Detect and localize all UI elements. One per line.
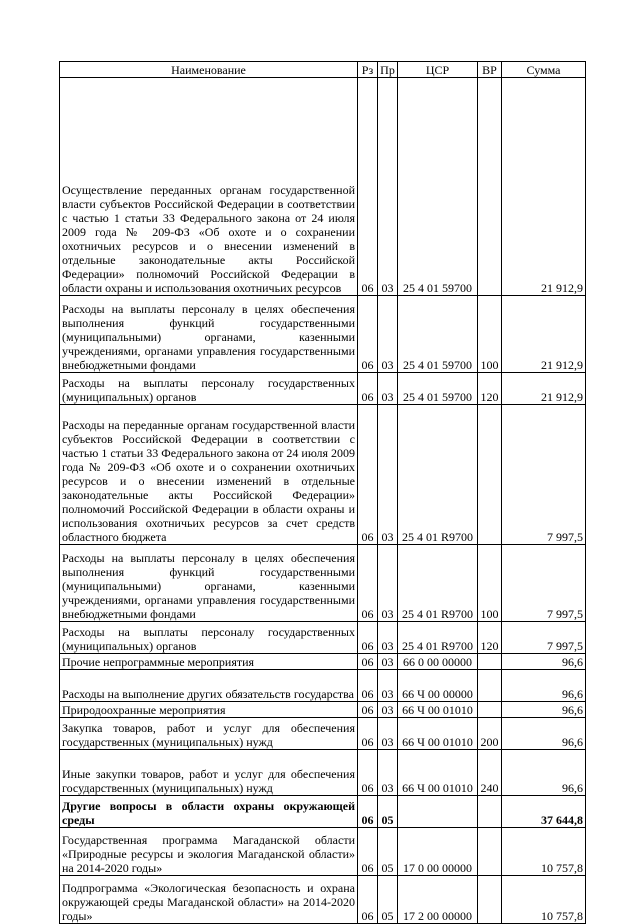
- table-row: [60, 828, 586, 876]
- cell-name: Расходы на выплаты персоналу в целях обеспечения выполнения функций государственными (муниципальными) органами, казенными учреждениями, органами управления государственными внебюджетными фондами: [60, 545, 358, 622]
- cell-pr: 03: [378, 545, 398, 622]
- table-header-row: [60, 62, 586, 78]
- cell-pr: 05: [378, 796, 398, 828]
- cell-rz: 06: [358, 718, 378, 750]
- cell-pr: 03: [378, 670, 398, 702]
- cell-rz: 06: [358, 702, 378, 718]
- table-row: [60, 78, 586, 296]
- cell-name: Прочие непрограммные мероприятия: [60, 654, 358, 670]
- budget-table: [59, 61, 586, 924]
- table-row: [60, 296, 586, 373]
- cell-rz: 06: [358, 654, 378, 670]
- cell-csr: 66 Ч 00 01010: [398, 702, 478, 718]
- table-row: [60, 750, 586, 796]
- table-row: [60, 670, 586, 702]
- cell-csr: 25 4 01 59700: [398, 78, 478, 296]
- cell-vr: [478, 702, 502, 718]
- cell-name: Государственная программа Магаданской области «Природные ресурсы и экология Магаданской области» на 2014-2020 годы»: [60, 828, 358, 876]
- table-row: [60, 796, 586, 828]
- table-row: [60, 405, 586, 545]
- table-row: [60, 373, 586, 405]
- cell-sum: 96,6: [502, 654, 586, 670]
- cell-pr: 03: [378, 654, 398, 670]
- cell-name: Иные закупки товаров, работ и услуг для обеспечения государственных (муниципальных) нужд: [60, 750, 358, 796]
- cell-pr: 03: [378, 373, 398, 405]
- cell-vr: 100: [478, 545, 502, 622]
- cell-rz: 06: [358, 296, 378, 373]
- cell-sum: 96,6: [502, 718, 586, 750]
- cell-vr: 120: [478, 622, 502, 654]
- cell-vr: [478, 78, 502, 296]
- cell-vr: [478, 796, 502, 828]
- cell-vr: [478, 876, 502, 924]
- cell-vr: [478, 828, 502, 876]
- cell-name: Закупка товаров, работ и услуг для обеспечения государственных (муниципальных) нужд: [60, 718, 358, 750]
- cell-sum: 10 757,8: [502, 876, 586, 924]
- cell-vr: 100: [478, 296, 502, 373]
- cell-pr: 05: [378, 876, 398, 924]
- cell-csr: 25 4 01 R9700: [398, 405, 478, 545]
- cell-name: Расходы на переданные органам государственной власти субъектов Российской Федерации в соответствии с частью 1 статьи 33 Федерального закона от 24 июля 2009 года № 209-ФЗ «Об охоте и о сохранении охотничьих ресурсов и о внесении изменений в отдельные законодательные акты Российской Федерации» полномочий Российской Федерации в области охраны и использования охотничьих ресурсов за счет средств областного бюджета: [60, 405, 358, 545]
- cell-csr: 66 0 00 00000: [398, 654, 478, 670]
- cell-sum: 21 912,9: [502, 296, 586, 373]
- header-csr: ЦСР: [398, 62, 478, 78]
- cell-sum: 96,6: [502, 750, 586, 796]
- cell-name: Подпрограмма «Экологическая безопасность и охрана окружающей среды Магаданской области» на 2014-2020 годы»: [60, 876, 358, 924]
- cell-vr: 200: [478, 718, 502, 750]
- cell-name: Осуществление переданных органам государственной власти субъектов Российской Федерации в соответствии с частью 1 статьи 33 Федерального закона от 24 июля 2009 года № 209-ФЗ «Об охоте и о сохранении охотничьих ресурсов и о внесении изменений в отдельные законодательные акты Российской Федерации» полномочий Российской Федерации в области охраны и использования охотничьих ресурсов: [60, 78, 358, 296]
- cell-sum: 37 644,8: [502, 796, 586, 828]
- cell-rz: 06: [358, 796, 378, 828]
- cell-name: Расходы на выполнение других обязательств государства: [60, 670, 358, 702]
- cell-sum: 7 997,5: [502, 405, 586, 545]
- cell-csr: 25 4 01 59700: [398, 296, 478, 373]
- cell-sum: 7 997,5: [502, 622, 586, 654]
- header-pr: Пр: [378, 62, 398, 78]
- header-sum: Сумма: [502, 62, 586, 78]
- cell-pr: 03: [378, 78, 398, 296]
- cell-csr: [398, 796, 478, 828]
- cell-sum: 96,6: [502, 702, 586, 718]
- cell-vr: [478, 654, 502, 670]
- cell-rz: 06: [358, 622, 378, 654]
- cell-vr: [478, 670, 502, 702]
- cell-rz: 06: [358, 828, 378, 876]
- cell-pr: 03: [378, 622, 398, 654]
- cell-csr: 25 4 01 R9700: [398, 622, 478, 654]
- cell-rz: 06: [358, 876, 378, 924]
- cell-sum: 21 912,9: [502, 373, 586, 405]
- table-row: [60, 876, 586, 924]
- cell-pr: 03: [378, 718, 398, 750]
- cell-name: Природоохранные мероприятия: [60, 702, 358, 718]
- table-row: [60, 654, 586, 670]
- cell-sum: 21 912,9: [502, 78, 586, 296]
- table-row: [60, 622, 586, 654]
- cell-pr: 03: [378, 405, 398, 545]
- cell-csr: 25 4 01 59700: [398, 373, 478, 405]
- header-vr: ВР: [478, 62, 502, 78]
- cell-sum: 96,6: [502, 670, 586, 702]
- cell-pr: 05: [378, 828, 398, 876]
- header-rz: Рз: [358, 62, 378, 78]
- table-row: [60, 545, 586, 622]
- cell-sum: 7 997,5: [502, 545, 586, 622]
- header-name: Наименование: [60, 62, 358, 78]
- cell-name: Расходы на выплаты персоналу государственных (муниципальных) органов: [60, 373, 358, 405]
- cell-rz: 06: [358, 750, 378, 796]
- cell-rz: 06: [358, 405, 378, 545]
- cell-name: Расходы на выплаты персоналу в целях обеспечения выполнения функций государственными (муниципальными) органами, казенными учреждениями, органами управления государственными внебюджетными фондами: [60, 296, 358, 373]
- cell-pr: 03: [378, 296, 398, 373]
- cell-csr: 17 2 00 00000: [398, 876, 478, 924]
- cell-pr: 03: [378, 750, 398, 796]
- cell-csr: 66 Ч 00 01010: [398, 718, 478, 750]
- cell-vr: 120: [478, 373, 502, 405]
- cell-vr: [478, 405, 502, 545]
- cell-csr: 66 Ч 00 01010: [398, 750, 478, 796]
- cell-vr: 240: [478, 750, 502, 796]
- cell-rz: 06: [358, 545, 378, 622]
- cell-csr: 25 4 01 R9700: [398, 545, 478, 622]
- cell-rz: 06: [358, 373, 378, 405]
- cell-pr: 03: [378, 702, 398, 718]
- cell-name: Расходы на выплаты персоналу государственных (муниципальных) органов: [60, 622, 358, 654]
- cell-name: Другие вопросы в области охраны окружающей среды: [60, 796, 358, 828]
- cell-rz: 06: [358, 78, 378, 296]
- table-row: [60, 702, 586, 718]
- cell-csr: 17 0 00 00000: [398, 828, 478, 876]
- cell-csr: 66 Ч 00 00000: [398, 670, 478, 702]
- table-row: [60, 718, 586, 750]
- cell-sum: 10 757,8: [502, 828, 586, 876]
- cell-rz: 06: [358, 670, 378, 702]
